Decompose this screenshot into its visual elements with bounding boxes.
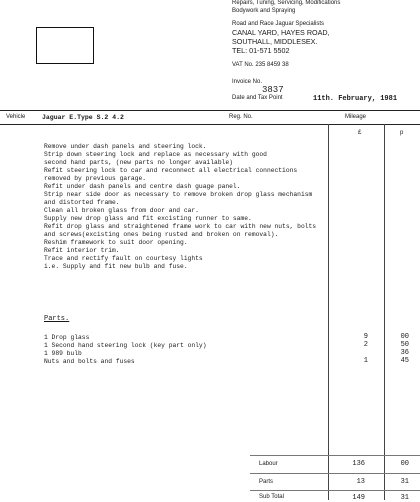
parts-pounds: 2 bbox=[363, 341, 368, 349]
totals-rule bbox=[250, 455, 420, 456]
labour-pounds: 136 bbox=[352, 460, 365, 468]
parts-pounds: 9 bbox=[363, 333, 368, 341]
work-line: Strip down steering lock and replace as necessary with good bbox=[44, 151, 267, 158]
address-line: CANAL YARD, HAYES ROAD, bbox=[232, 28, 330, 37]
parts-pounds: 1 bbox=[363, 357, 368, 365]
work-line: Refit drop glass and straightened frame work to car with new nuts, bolts bbox=[44, 223, 317, 230]
work-line: Trace and rectify fault on courtesy lights bbox=[44, 255, 203, 262]
parts-pence: 50 bbox=[400, 341, 409, 349]
work-line: Reshim framework to suit door opening. bbox=[44, 239, 188, 246]
totals-rule bbox=[250, 473, 420, 474]
subtotal-pence: 31 bbox=[400, 494, 409, 502]
parts-item: 1 Drop glass bbox=[44, 334, 90, 341]
parts-total-label: Parts bbox=[259, 479, 274, 485]
work-line: Strip near side door as necessary to remove broken drop glass mechanism bbox=[44, 191, 313, 198]
invoice-number: 3837 bbox=[262, 85, 284, 95]
vehicle-label: Vehicle bbox=[6, 114, 26, 120]
date-label: Date and Tax Point bbox=[232, 95, 283, 101]
subtotal-label: Sub Total bbox=[259, 494, 284, 500]
vat-number: VAT No. 235 8459 38 bbox=[232, 62, 289, 68]
pounds-column-left-rule bbox=[328, 124, 329, 500]
row-divider-top bbox=[0, 110, 420, 111]
parts-heading: Parts. bbox=[44, 315, 70, 323]
pence-column-heading: p bbox=[400, 130, 404, 136]
work-line: Remove under dash panels and steering lock. bbox=[44, 143, 207, 150]
pence-column-left-rule bbox=[384, 124, 385, 500]
work-line: removed by previous garage. bbox=[44, 175, 147, 182]
parts-item: Nuts and bolts and fuses bbox=[44, 358, 135, 365]
pounds-column-heading: £ bbox=[358, 130, 362, 136]
reg-label: Reg. No. bbox=[229, 114, 253, 120]
vehicle-value: Jaguar E.Type S.2 4.2 bbox=[42, 114, 124, 121]
labour-pence: 00 bbox=[400, 460, 409, 468]
work-line: second hand parts, (new parts no longer available) bbox=[44, 159, 233, 166]
invoice-label: Invoice No. bbox=[232, 79, 263, 85]
header-line: Repairs, Tuning, Servicing, Modifications bbox=[232, 0, 341, 6]
business-address bbox=[232, 28, 330, 55]
parts-pence: 00 bbox=[400, 333, 409, 341]
parts-pence: 45 bbox=[400, 357, 409, 365]
subtotal-pounds: 149 bbox=[352, 494, 365, 502]
work-line: Clean all broken glass from door and car. bbox=[44, 207, 199, 214]
parts-total-pounds: 13 bbox=[356, 478, 365, 486]
work-line: and distorted frame. bbox=[44, 199, 120, 206]
mileage-label: Mileage bbox=[345, 114, 367, 120]
parts-total-pence: 31 bbox=[400, 478, 409, 486]
business-description bbox=[232, 0, 340, 28]
header-line: Road and Race Jaguar Specialists bbox=[232, 21, 325, 27]
parts-pence: 36 bbox=[400, 349, 409, 357]
work-line: Refit under dash panels and centre dash guage panel. bbox=[44, 183, 241, 190]
totals-rule bbox=[250, 490, 420, 491]
work-line: Supply new drop glass and fit excisting runner to same. bbox=[44, 215, 252, 222]
parts-item: 1 Second hand steering lock (key part only) bbox=[44, 342, 207, 349]
row-divider-bottom bbox=[0, 124, 420, 125]
work-line: and screws(excisting ones being rusted and broken on removal). bbox=[44, 231, 279, 238]
work-line: Refit interior trim. bbox=[44, 247, 120, 254]
invoice-date: 11th. February, 1981 bbox=[313, 95, 398, 103]
labour-label: Labour bbox=[259, 461, 278, 467]
work-line: i.e. Supply and fit new bulb and fuse. bbox=[44, 263, 188, 270]
parts-item: 1 989 bulb bbox=[44, 350, 82, 357]
address-line: TEL: 01-571 5502 bbox=[232, 46, 290, 55]
work-line: Refit steering lock to car and reconnect all electrical connections bbox=[44, 167, 298, 174]
address-line: SOUTHALL, MIDDLESEX. bbox=[232, 37, 318, 46]
logo-box bbox=[36, 27, 94, 64]
header-line: Bodywork and Spraying bbox=[232, 8, 296, 14]
